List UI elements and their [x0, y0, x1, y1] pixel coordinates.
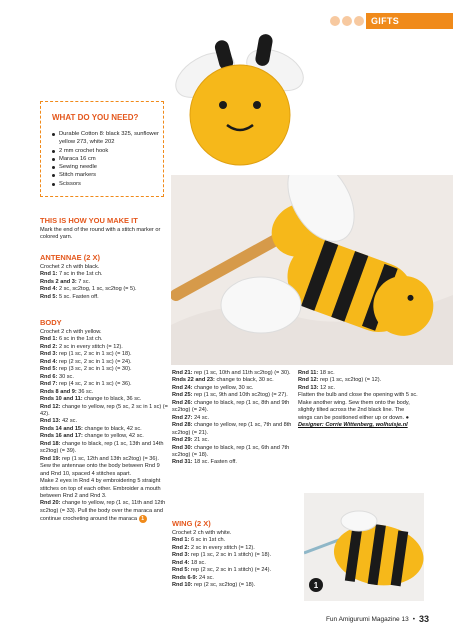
photo-reference-badge: 1	[139, 515, 147, 523]
list-item: Stitch markers	[52, 171, 164, 179]
round-text: 2 sc, sc2tog, 1 sc, sc2tog (= 5).	[57, 286, 137, 293]
instruction-line	[40, 381, 168, 388]
instruction-line	[172, 530, 292, 537]
round-label: Rnd 1:	[40, 271, 58, 278]
instruction-line	[172, 560, 292, 567]
round-label: Rnd 20:	[40, 500, 61, 507]
round-text: change to yellow, rep (1 sc, 11th and 12th sc2tog) (= 33). Pull the body over the maraca and continue crocheting around the maraca	[40, 500, 166, 523]
instruction-line	[40, 456, 168, 463]
round-text: 24 sc.	[197, 574, 214, 581]
instruction-line	[298, 385, 420, 392]
instruction-line	[172, 567, 292, 574]
round-label: Rnd 4:	[40, 358, 58, 365]
round-label: Rnd 12:	[40, 403, 61, 410]
bee-maraca-photo	[171, 175, 453, 365]
round-text: Crochet 2 ch with white.	[172, 530, 232, 536]
round-text: 12 sc.	[318, 384, 335, 391]
instruction-line	[40, 500, 168, 523]
round-text: change to yellow, rep (1 sc, 7th and 8th sc2tog) (= 21).	[172, 422, 292, 436]
footer-separator: •	[412, 615, 415, 623]
instruction-line	[40, 389, 168, 396]
round-label: Rnd 31:	[172, 459, 193, 466]
instruction-line	[172, 575, 292, 582]
round-text: change to yellow, rep (5 sc, 2 sc in 1 sc) (= 42).	[40, 403, 168, 417]
round-label: Rnd 13:	[40, 418, 61, 425]
round-label: Rnds 14 and 15:	[40, 425, 83, 432]
round-text: 42 sc.	[60, 418, 77, 425]
round-label: Rnd 26:	[172, 399, 193, 406]
wing-title: WING (2 X)	[172, 519, 211, 528]
body-instructions-cont	[172, 370, 292, 467]
photo-badge: 1	[313, 581, 319, 590]
round-text: change to black, 30 sc.	[214, 377, 274, 384]
round-label: Rnd 4:	[40, 286, 58, 293]
antennae-instructions	[40, 264, 168, 301]
round-text: Crochet 2 ch with yellow.	[40, 329, 102, 335]
howto-intro: Mark the end of the round with a stitch marker or colored yarn.	[40, 227, 161, 241]
instruction-line	[40, 336, 168, 343]
round-label: Rnd 3:	[40, 351, 58, 358]
round-text: 30 sc.	[57, 373, 74, 380]
round-text: 36 sc.	[76, 388, 94, 395]
round-text: Crochet 2 ch with black.	[40, 264, 100, 270]
round-text: rep (1 sc, 2 sc in 1 sc) (= 18).	[57, 351, 132, 358]
instruction-line	[172, 415, 292, 422]
header-dot	[342, 16, 352, 26]
round-label: Rnds 8 and 9:	[40, 388, 77, 395]
round-label: Rnd 4:	[172, 559, 190, 566]
instruction-line	[172, 545, 292, 552]
list-item: 2 mm crochet hook	[52, 147, 164, 155]
round-label: Rnd 29:	[172, 437, 193, 444]
round-text: rep (1 sc, 10th and 11th sc2tog) (= 30).	[192, 370, 291, 376]
round-text: rep (2 sc, sc2tog) (= 18).	[192, 582, 256, 589]
round-text: 5 sc. Fasten off.	[57, 293, 99, 300]
round-text: change to black, 36 sc.	[82, 396, 142, 403]
round-text: 2 sc in every stitch (= 12).	[57, 343, 123, 350]
round-label: Rnd 6:	[40, 373, 58, 380]
round-label: Rnds 10 and 11:	[40, 396, 83, 403]
wing-instructions	[172, 530, 292, 590]
list-item: Sewing needle	[52, 163, 164, 171]
round-label: Rnd 11:	[298, 370, 319, 376]
round-text: 6 sc in the 1st ch.	[57, 336, 103, 343]
round-label: Rnds 22 and 23:	[172, 377, 215, 384]
round-label: Rnd 2:	[172, 544, 190, 551]
header-dot	[330, 16, 340, 26]
instruction-line	[40, 374, 168, 381]
round-label: Rnd 28:	[172, 422, 193, 429]
instruction-line	[40, 271, 168, 278]
round-label: Rnd 2:	[40, 343, 58, 350]
instruction-line	[40, 441, 168, 456]
round-text: 7 sc.	[76, 278, 91, 285]
instruction-line	[40, 329, 168, 336]
round-text: change to black, 42 sc.	[82, 425, 142, 432]
round-text: rep (2 sc, 2 sc in 1 sc) (= 24).	[57, 358, 132, 365]
materials-list	[52, 130, 164, 188]
antennae-title: ANTENNAE (2 X)	[40, 253, 101, 262]
instruction-line	[40, 351, 168, 358]
instruction-line	[40, 478, 168, 500]
round-text: 21 sc.	[192, 437, 209, 444]
round-label: Rnd 30:	[172, 444, 193, 451]
instruction-line	[172, 422, 292, 437]
round-label: Rnd 21:	[172, 370, 193, 376]
round-text: 24 sc.	[192, 414, 209, 421]
round-label: Rnd 10:	[172, 582, 193, 589]
instruction-line	[40, 366, 168, 373]
round-label: Rnd 25:	[172, 392, 193, 399]
round-text: rep (1 sc, sc2tog) (= 12).	[318, 377, 382, 384]
instruction-line	[40, 433, 168, 440]
round-text: change to yellow, 30 sc.	[192, 384, 254, 391]
bee-detail-photo	[304, 493, 424, 601]
round-text: change to black, rep (1 sc, 8th and 9th sc2tog) (= 24).	[172, 399, 290, 414]
footer	[326, 614, 429, 624]
instruction-line	[172, 552, 292, 559]
instruction-line	[40, 286, 168, 293]
round-label: Rnd 1:	[172, 537, 190, 544]
round-text: 18 sc. Fasten off.	[192, 459, 237, 466]
list-item: Scissors	[52, 180, 164, 188]
instruction-line	[298, 392, 420, 422]
magazine-name: Fun Amigurumi Magazine 13	[325, 615, 409, 623]
header-dots	[330, 16, 364, 26]
instruction-line	[40, 418, 168, 425]
round-label: Rnd 1:	[40, 336, 58, 343]
round-text: rep (3 sc, 2 sc in 1 sc) (= 30).	[57, 366, 132, 373]
instruction-line	[40, 294, 168, 301]
materials-title: WHAT DO YOU NEED?	[52, 113, 139, 122]
instruction-line	[40, 264, 168, 271]
body-instructions	[40, 329, 168, 524]
instruction-line	[40, 359, 168, 366]
instruction-line	[172, 392, 292, 399]
instruction-line	[172, 445, 292, 460]
round-label: Rnd 24:	[172, 384, 193, 391]
round-text: change to black, rep (1 sc, 13th and 14th sc2tog) (= 39).	[40, 440, 164, 455]
instruction-line	[40, 279, 168, 286]
instruction-line	[40, 404, 168, 419]
round-label: Rnds 16 and 17:	[40, 433, 83, 440]
body-title: BODY	[40, 318, 62, 327]
instruction-line	[172, 385, 292, 392]
instruction-line	[40, 426, 168, 433]
wing-instructions-cont	[298, 370, 420, 430]
instruction-line	[172, 582, 292, 589]
round-label: Rnd 7:	[40, 381, 58, 388]
bee-head-photo	[165, 20, 310, 170]
instruction-line	[172, 400, 292, 415]
round-text: change to yellow, 42 sc.	[82, 433, 144, 440]
round-label: Rnd 3:	[172, 552, 190, 559]
round-text: 7 sc in the 1st ch.	[57, 271, 103, 278]
section-tab: GIFTS	[366, 13, 453, 29]
round-label: Rnd 5:	[40, 293, 58, 300]
round-text: Sew the antennae onto the body between Rnd 9 and Rnd 10, spaced 4 stitches apart.	[40, 463, 160, 477]
round-label: Rnd 18:	[40, 440, 61, 447]
round-text: rep (4 sc, 2 sc in 1 sc) (= 36).	[57, 381, 132, 388]
round-label: Rnd 13:	[298, 384, 319, 391]
round-label: Rnd 27:	[172, 414, 193, 421]
round-text: rep (1 sc, 9th and 10th sc2tog) (= 27).	[192, 392, 288, 399]
round-label: Rnd 12:	[298, 377, 319, 384]
round-label: Rnds 2 and 3:	[40, 278, 77, 285]
designer-credit: Designer: Corrie Wittenberg, wolhuisje.nl	[298, 422, 408, 429]
materials-box	[40, 101, 164, 197]
instruction-line	[172, 459, 292, 466]
page-number: 33	[418, 614, 429, 624]
round-text: rep (2 sc, 2 sc in 1 stitch) (= 24).	[189, 567, 272, 574]
instruction-line	[172, 377, 292, 384]
round-text: 6 sc in 1st ch.	[189, 537, 226, 544]
list-item: Maraca 16 cm	[52, 155, 164, 163]
instruction-line	[172, 370, 292, 377]
round-text: change to black, rep (1 sc, 6th and 7th sc2tog) (= 18).	[172, 444, 290, 458]
round-label: Rnd 19:	[40, 455, 61, 462]
instruction-line	[298, 377, 420, 384]
instruction-line	[298, 370, 420, 377]
instruction-line	[40, 463, 168, 478]
round-text: Flatten the bulb and close the opening with 5 sc. Make another wing. Sew them onto the body, slightly tilted across the 2nd black line. The wings can be positioned either up or down. ●	[298, 392, 418, 421]
round-text: 18 sc.	[189, 559, 206, 566]
howto-title: THIS IS HOW YOU MAKE IT	[40, 216, 138, 225]
round-text: Make 2 eyes in Rnd 4 by embroidering 5 straight stitches on top of each other. Embroider a mouth between Rnd 2 and Rnd 3.	[40, 478, 161, 499]
round-text: 2 sc in every stitch (= 12).	[189, 544, 255, 551]
header-dot	[354, 16, 364, 26]
round-text: rep (1 sc, 12th and 13th sc2tog) (= 36).	[60, 455, 159, 462]
list-item: Durable Cotton 8: black 325, sunflower yellow 273, white 202	[52, 130, 164, 147]
round-label: Rnds 6-9:	[172, 574, 198, 581]
instruction-line	[40, 396, 168, 403]
instruction-line	[172, 437, 292, 444]
instruction-line	[40, 344, 168, 351]
round-label: Rnd 5:	[40, 366, 58, 373]
round-label: Rnd 5:	[172, 567, 190, 574]
round-text: 18 sc.	[318, 370, 335, 376]
round-text: rep (1 sc, 2 sc in 1 stitch) (= 18).	[189, 552, 272, 559]
instruction-line	[172, 537, 292, 544]
